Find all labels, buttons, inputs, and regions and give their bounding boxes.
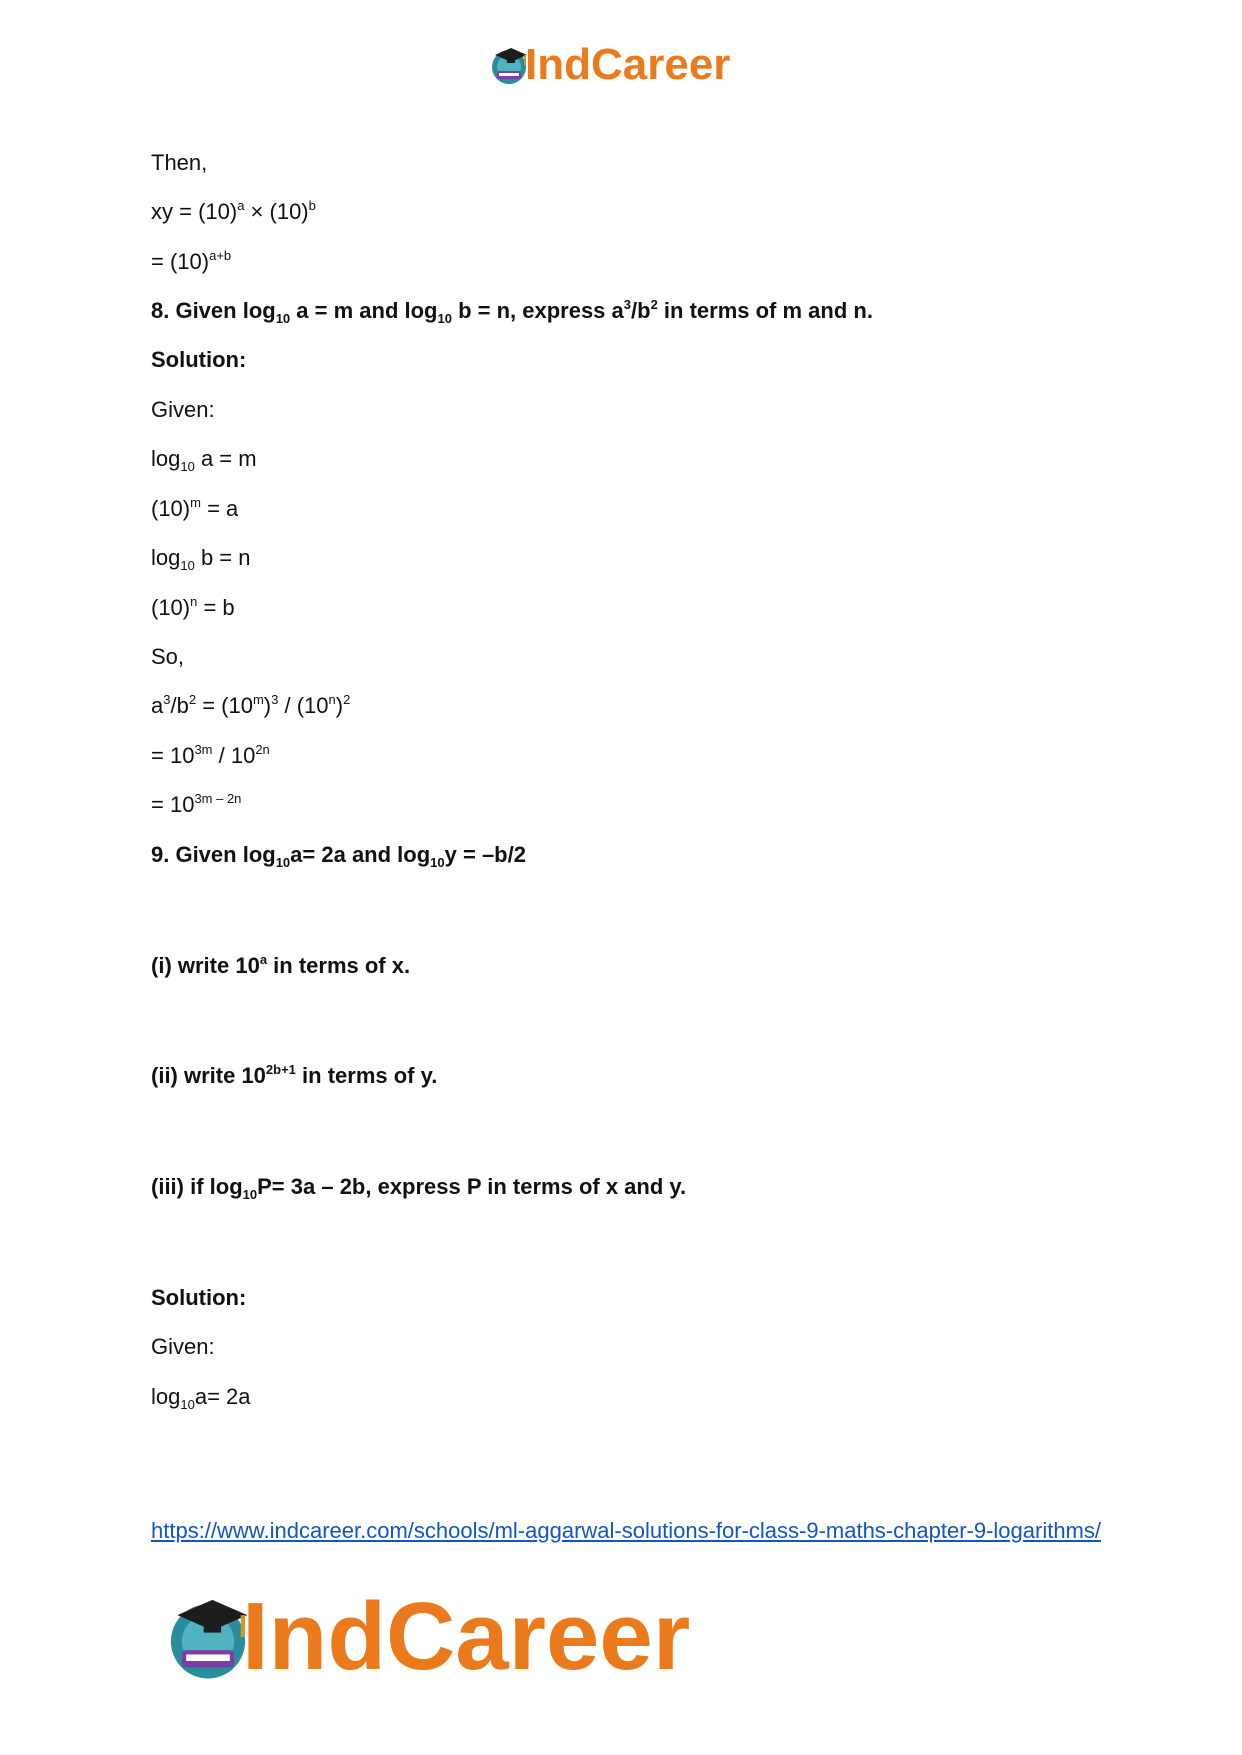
equation-line: = $10^{3m - 2n}$ <box>151 791 242 817</box>
text-line: xy = $(10)^a \times (10)^b$ <box>151 198 316 224</box>
logo-wordmark: IndCareer <box>242 1583 691 1690</box>
equation-line: $(10)^n = b$ <box>151 594 235 620</box>
equation-line: $\log_{10} b = n$ <box>151 545 251 573</box>
text-line: So, <box>151 644 185 669</box>
question-9-part-ii: (ii) write $10^{2b+1}$ in terms of y. <box>151 1062 438 1088</box>
question-9-heading: 9. Given $\log_{10}a= 2a$ and $\log_{10}y = -b/2$ <box>151 842 526 870</box>
text-line: Given: <box>151 397 215 422</box>
equation-line: = $10^{3m} / 10^{2n}$ <box>151 742 270 768</box>
equation-line: $\log_{10} a = m$ <box>151 446 257 474</box>
text-line: Then, <box>151 150 208 175</box>
question-9-part-i: (i) write 10$^a$ in terms of x. <box>151 952 411 978</box>
logo-wordmark: IndCareer <box>525 40 731 89</box>
equation-line: $(10)^m = a$ <box>151 495 239 521</box>
equation-line: $a^3/b^2 = (10^m)^3 / (10^n)^2$ <box>151 692 351 718</box>
indcareer-logo-bottom <box>160 1582 690 1692</box>
equation-line: $\log_{10}a= 2a$ <box>151 1384 251 1412</box>
source-link[interactable]: https://www.indcareer.com/schools/ml-aggarwal-solutions-for-class-9-maths-chapter-9-logarithms/ <box>151 1518 1101 1543</box>
question-9-part-iii: (iii) if $\log_{10}P= 3a - 2b$, express P in terms of x and y. <box>151 1174 687 1202</box>
solution-heading: Solution: <box>151 347 247 372</box>
indcareer-logo-top <box>487 40 730 90</box>
text-line: = $(10)^{a+b}$ <box>151 248 232 274</box>
question-8-heading: 8. Given $\log_{10} a = m$ and $\log_{10} b = n$, express $a^3/b^2$ in terms of m and n. <box>151 297 873 326</box>
text-line: Given: <box>151 1334 215 1359</box>
solution-heading: Solution: <box>151 1285 247 1310</box>
